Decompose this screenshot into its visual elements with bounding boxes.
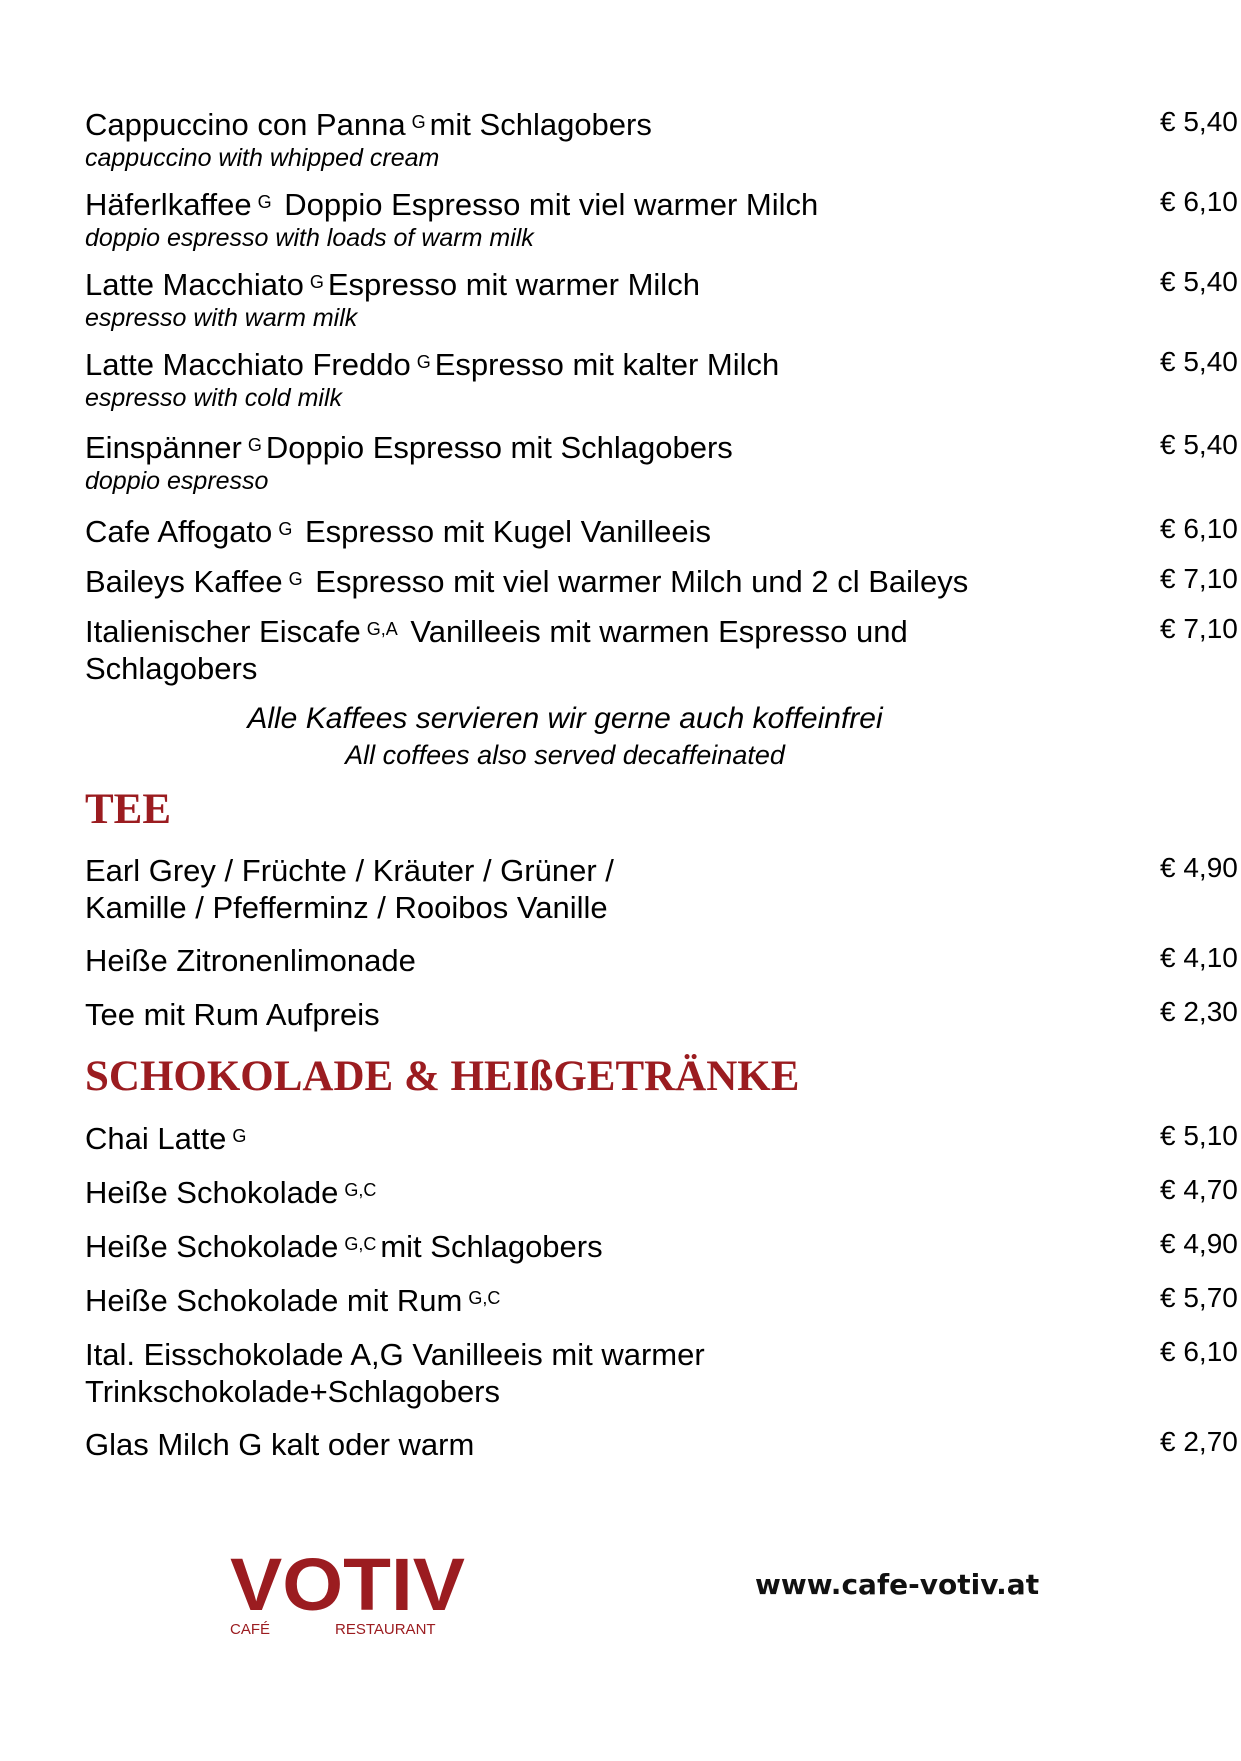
item-price: € 6,10: [1160, 513, 1238, 544]
allergen-label: G: [416, 352, 431, 372]
item-translation: espresso with warm milk: [85, 304, 358, 332]
section-heading-tee: TEE: [85, 786, 172, 833]
item-translation: doppio espresso with loads of warm milk: [85, 224, 534, 252]
allergen-label: G,C: [344, 1180, 377, 1200]
item-description: Espresso mit warmer Milch: [327, 267, 700, 302]
item-description: Doppio Espresso mit Schlagobers: [265, 430, 733, 465]
menu-item-baileys-kaffee: [85, 563, 1238, 600]
item-description: mit Schlagobers: [429, 107, 652, 142]
menu-item-latte-macchiato-freddo: [85, 346, 1238, 413]
item-name: Cafe Affogato: [85, 514, 273, 549]
votiv-logo: [230, 1540, 470, 1640]
item-translation: espresso with cold milk: [85, 384, 343, 412]
item-name-line2: Kamille / Pfefferminz / Rooibos Vanille: [85, 890, 608, 925]
item-price: € 5,40: [1160, 346, 1238, 377]
menu-item-chai-latte: [85, 1120, 1238, 1157]
menu-item-heisse-schokolade-rum: [85, 1282, 1238, 1319]
item-name: Heiße Schokolade: [85, 1229, 339, 1264]
website-url: www.cafe-votiv.at: [755, 1568, 1040, 1601]
item-price: € 4,90: [1160, 852, 1238, 883]
menu-item-heisse-zitronenlimonade: [85, 942, 1238, 979]
menu-item-einspaenner: [85, 429, 1238, 496]
menu-item-tee-mit-rum: [85, 996, 1238, 1033]
menu-item-heisse-schokolade: [85, 1174, 1238, 1211]
item-price: € 4,70: [1160, 1174, 1238, 1205]
allergen-label: G: [411, 112, 426, 132]
section-heading-schokolade: SCHOKOLADE & HEIßGETRÄNKE: [85, 1053, 800, 1100]
item-description: Espresso mit Kugel Vanilleeis: [304, 514, 712, 549]
decaf-note-english: All coffees also served decaffeinated: [345, 740, 785, 770]
menu-item-cafe-affogato: [85, 513, 1238, 550]
menu-item-italienischer-eiscafe: [85, 613, 1238, 687]
item-name: Häferlkaffee: [85, 187, 252, 222]
menu-item-tea-selection: [85, 852, 1238, 926]
item-name: Latte Macchiato: [85, 267, 304, 302]
item-price: € 5,40: [1160, 429, 1238, 460]
item-price: € 7,10: [1160, 613, 1238, 644]
allergen-label: G,C: [468, 1288, 501, 1308]
allergen-label: G: [309, 272, 324, 292]
item-price: € 7,10: [1160, 563, 1238, 594]
item-description: Vanilleeis mit warmen Espresso und Schlagobers: [85, 614, 908, 686]
menu-item-latte-macchiato: [85, 266, 1238, 333]
item-price: € 5,40: [1160, 106, 1238, 137]
item-name: Einspänner: [85, 430, 242, 465]
item-translation: doppio espresso: [85, 467, 269, 495]
item-name: Glas Milch G kalt oder warm: [85, 1427, 475, 1462]
allergen-label: G,A: [366, 619, 398, 639]
item-price: € 4,90: [1160, 1228, 1238, 1259]
item-name: Ital. Eisschokolade A,G Vanilleeis mit warmer: [85, 1337, 705, 1372]
item-description: Espresso mit viel warmer Milch und 2 cl Baileys: [315, 564, 969, 599]
menu-item-glas-milch: [85, 1426, 1238, 1463]
item-name: Cappuccino con Panna: [85, 107, 406, 142]
allergen-label: G: [247, 435, 262, 455]
item-name-line2: Trinkschokolade+Schlagobers: [85, 1374, 501, 1409]
item-description: mit Schlagobers: [380, 1229, 603, 1264]
item-name: Italienischer Eiscafe: [85, 614, 361, 649]
item-translation: cappuccino with whipped cream: [85, 144, 440, 172]
menu-item-haeferlkaffee: [85, 186, 1238, 253]
allergen-label: G: [288, 569, 303, 589]
item-name: Tee mit Rum Aufpreis: [85, 997, 380, 1032]
logo-cafe-label: CAFÉ: [230, 1621, 271, 1638]
menu-item-heisse-schokolade-schlagobers: [85, 1228, 1238, 1265]
logo-restaurant-label: RESTAURANT: [335, 1621, 436, 1638]
item-name: Heiße Zitronenlimonade: [85, 943, 416, 978]
item-name: Baileys Kaffee: [85, 564, 283, 599]
item-price: € 6,10: [1160, 186, 1238, 217]
menu-item-ital-eisschokolade: [85, 1336, 1238, 1410]
item-description: Doppio Espresso mit viel warmer Milch: [284, 187, 819, 222]
item-description: Espresso mit kalter Milch: [434, 347, 780, 382]
allergen-label: G: [257, 192, 272, 212]
logo-wordmark: VOTIV: [230, 1543, 465, 1626]
item-price: € 2,30: [1160, 996, 1238, 1027]
allergen-label: G: [232, 1126, 247, 1146]
item-price: € 2,70: [1160, 1426, 1238, 1457]
allergen-label: G: [278, 519, 293, 539]
decaf-note-german: Alle Kaffees servieren wir gerne auch koffeinfrei: [247, 702, 883, 735]
menu-item-cappuccino-con-panna: [85, 106, 1238, 173]
item-name: Latte Macchiato Freddo: [85, 347, 411, 382]
item-price: € 5,10: [1160, 1120, 1238, 1151]
item-name: Chai Latte: [85, 1121, 227, 1156]
item-price: € 5,40: [1160, 266, 1238, 297]
item-name: Heiße Schokolade: [85, 1175, 339, 1210]
item-name: Heiße Schokolade mit Rum: [85, 1283, 463, 1318]
item-price: € 6,10: [1160, 1336, 1238, 1367]
item-price: € 5,70: [1160, 1282, 1238, 1313]
item-name: Earl Grey / Früchte / Kräuter / Grüner /: [85, 853, 614, 888]
allergen-label: G,C: [344, 1234, 377, 1254]
item-price: € 4,10: [1160, 942, 1238, 973]
